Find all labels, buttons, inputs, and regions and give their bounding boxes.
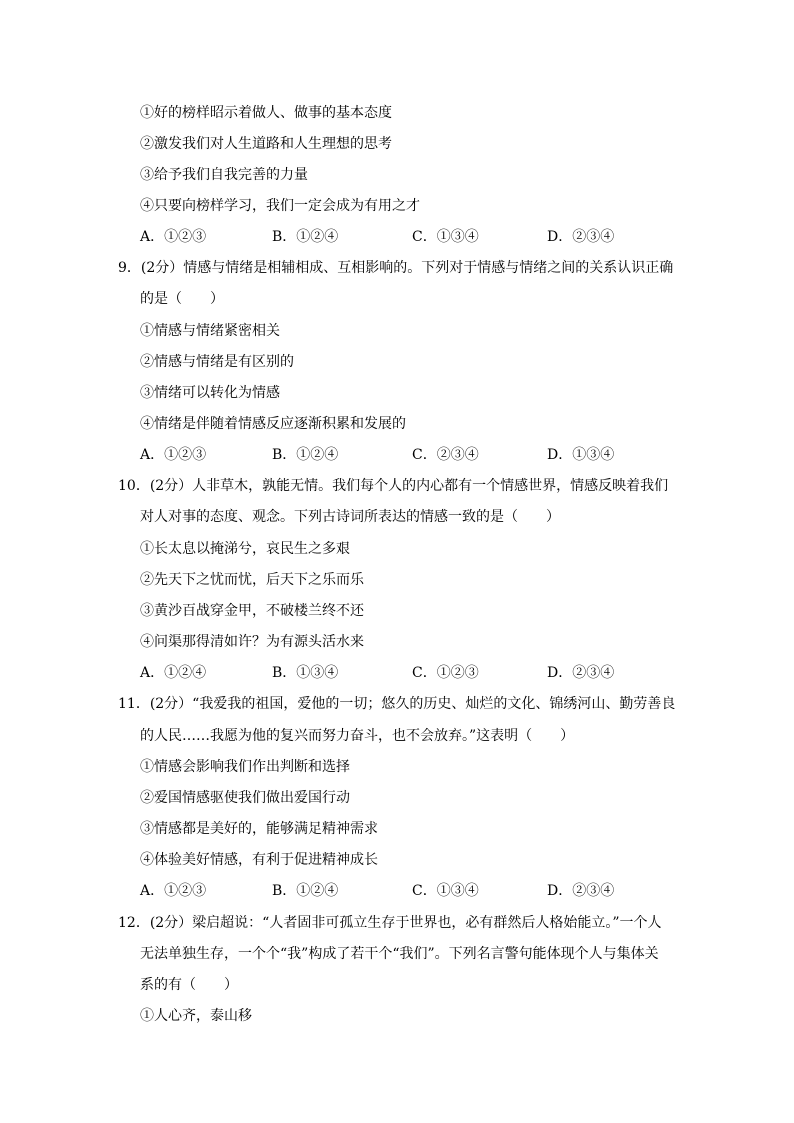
q12-stem-line-2: 无法单独生存，一个个“我”构成了若干个“我们”。下列名言警句能体现个人与集体关 bbox=[140, 946, 659, 962]
q10-option-a: A．①②④ bbox=[140, 665, 207, 681]
q11-option-a: A．①②③ bbox=[140, 883, 207, 899]
q8-statement-2: ②激发我们对人生道路和人生理想的思考 bbox=[140, 136, 392, 152]
q9-option-d: D．①③④ bbox=[547, 447, 615, 463]
q12-stem-line-3: 系的有（ ） bbox=[140, 977, 238, 993]
q10-option-d: D．②③④ bbox=[547, 665, 615, 681]
q8-option-c: C．①③④ bbox=[412, 229, 479, 245]
q10-stem-line-2: 对人对事的态度、观念。下列古诗词所表达的情感一致的是（ ） bbox=[140, 509, 560, 525]
q8-option-d: D．②③④ bbox=[547, 229, 615, 245]
q10-statement-1: ①长太息以掩涕兮，哀民生之多艰 bbox=[140, 541, 350, 557]
q11-option-b: B．①②④ bbox=[272, 883, 339, 899]
q11-statement-1: ①情感会影响我们作出判断和选择 bbox=[140, 759, 350, 775]
q9-option-b: B．①②④ bbox=[272, 447, 339, 463]
q10-statement-3: ③黄沙百战穿金甲，不破楼兰终不还 bbox=[140, 603, 364, 619]
q12-statement-1: ①人心齐，泰山移 bbox=[140, 1008, 252, 1024]
q9-stem-line-2: 的是（ ） bbox=[140, 291, 224, 307]
q10-statement-4: ④问渠那得清如许？为有源头活水来 bbox=[140, 634, 364, 650]
q9-stem-line-1: 9．(2分）情感与情绪是相辅相成、互相影响的。下列对于情感与情绪之间的关系认识正确 bbox=[118, 260, 674, 276]
q9-statement-4: ④情绪是伴随着情感反应逐渐积累和发展的 bbox=[140, 416, 406, 432]
q12-stem-line-1: 12．(2分）梁启超说：“人者固非可孤立生存于世界也，必有群然后人格始能立。”一个人 bbox=[118, 915, 662, 931]
q10-stem-line-1: 10．(2分）人非草木，孰能无情。我们每个人的内心都有一个情感世界，情感反映着我们 bbox=[118, 478, 669, 494]
q10-option-b: B．①③④ bbox=[272, 665, 339, 681]
q11-statement-3: ③情感都是美好的，能够满足精神需求 bbox=[140, 821, 378, 837]
q8-statement-1: ①好的榜样昭示着做人、做事的基本态度 bbox=[140, 105, 392, 121]
q8-option-a: A．①②③ bbox=[140, 229, 207, 245]
q11-statement-2: ②爱国情感驱使我们做出爱国行动 bbox=[140, 790, 350, 806]
q9-statement-1: ①情感与情绪紧密相关 bbox=[140, 323, 280, 339]
q11-option-d: D．②③④ bbox=[547, 883, 615, 899]
q8-statement-4: ④只要向榜样学习，我们一定会成为有用之才 bbox=[140, 198, 420, 214]
q11-statement-4: ④体验美好情感，有利于促进精神成长 bbox=[140, 852, 378, 868]
q9-statement-2: ②情感与情绪是有区别的 bbox=[140, 354, 294, 370]
q8-statement-3: ③给予我们自我完善的力量 bbox=[140, 167, 308, 183]
q11-stem-line-2: 的人民……我愿为他的复兴而努力奋斗，也不会放弃。”这表明（ ） bbox=[140, 728, 575, 744]
q9-option-c: C．②③④ bbox=[412, 447, 479, 463]
q9-option-a: A．①②③ bbox=[140, 447, 207, 463]
q11-stem-line-1: 11．(2分）“我爱我的祖国，爱他的一切；悠久的历史、灿烂的文化、锦绣河山、勤劳善良 bbox=[118, 696, 676, 712]
q9-statement-3: ③情绪可以转化为情感 bbox=[140, 385, 280, 401]
q8-option-b: B．①②④ bbox=[272, 229, 339, 245]
q10-option-c: C．①②③ bbox=[412, 665, 479, 681]
q11-option-c: C．①③④ bbox=[412, 883, 479, 899]
q10-statement-2: ②先天下之忧而忧，后天下之乐而乐 bbox=[140, 572, 364, 588]
